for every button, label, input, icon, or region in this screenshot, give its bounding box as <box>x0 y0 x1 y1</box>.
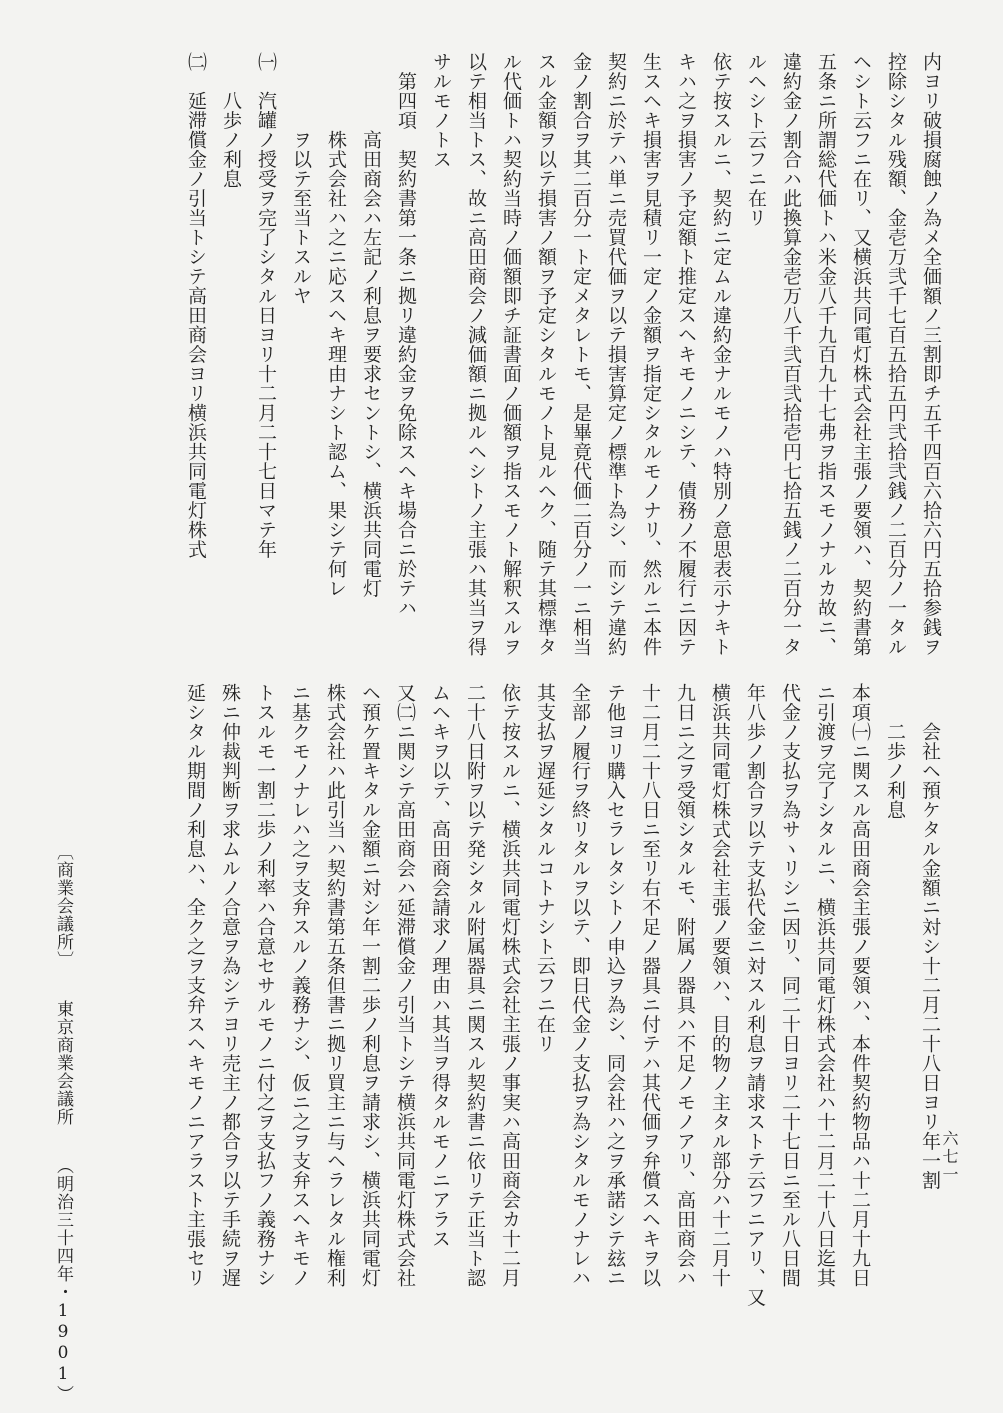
text-line: 代金ノ支払ヲ為サヽリシニ因リ、同二十日ヨリ二十七日ニ至ル八日間 <box>779 683 801 1288</box>
text-line: 契約ニ於テハ単ニ売買代価ヲ以テ損害算定ノ標準ト為シ、而シテ違約 <box>605 52 627 657</box>
page-number: 六七一 <box>940 1130 959 1184</box>
text-line: ㈡ 延滞償金ノ引当トシテ高田商会ヨリ横浜共同電灯株式 <box>185 52 207 559</box>
text-line: テ他ヨリ購入セラレタシトノ申込ヲ為シ、同会社ハ之ヲ承諾シテ玆ニ <box>604 683 626 1288</box>
text-line: 株式会社ハ此引当ハ契約書第五条但書ニ拠リ買主ニ与ヘラレタル権利 <box>324 683 346 1288</box>
text-line: 株式会社ハ之ニ応スヘキ理由ナシト認ム、果シテ何レ <box>325 52 347 598</box>
text-line: 全部ノ履行ヲ終リタルヲ以テ、即日代金ノ支払ヲ為シタルモノナレハ <box>569 683 591 1288</box>
text-line: 殊ニ仲裁判断ヲ求ムルノ合意ヲ為シテヨリ売主ノ都合ヲ以テ手続ヲ遅 <box>219 683 241 1288</box>
text-line: ムヘキヲ以テ、高田商会請求ノ理由ハ其当ヲ得タルモノニアラス <box>429 683 451 1249</box>
text-line: 横浜共同電灯株式会社主張ノ要領ハ、目的物ノ主タル部分ハ十二月十 <box>709 683 731 1288</box>
text-line: 違約金ノ割合ハ此換算金壱万八千弐百弐拾壱円七拾五銭ノ二百分一タ <box>780 52 802 657</box>
text-line: ル代価トハ契約当時ノ価額即チ証書面ノ価額ヲ指スモノト解釈スルヲ <box>500 52 522 657</box>
text-line: ニ引渡ヲ完了シタルニ、横浜共同電灯株式会社ハ十二月二十八日迄其 <box>814 683 836 1288</box>
text-line: 高田商会ハ左記ノ利息ヲ要求セントシ、横浜共同電灯 <box>360 52 382 598</box>
text-line: 二歩ノ利息 <box>884 683 906 820</box>
text-line: 五条ニ所謂総代価トハ米金八千九百九十七弗ヲ指スモノナルカ故ニ、 <box>815 52 837 657</box>
text-line: 依テ按スルニ、契約ニ定ムル違約金ナルモノハ特別ノ意思表示ナキト <box>710 52 732 657</box>
text-line: 会社ヘ預ケタル金額ニ対シ十二月二十八日ヨリ年一割 <box>919 683 941 1190</box>
text-line: 年八歩ノ割合ヲ以テ支払代金ニ対スル利息ヲ請求ストテ云フニアリ、又 <box>744 683 766 1307</box>
lower-text-block <box>42 683 947 1323</box>
text-line: 其支払ヲ遅延シタルコトナシト云フニ在リ <box>534 683 556 1054</box>
text-line: 内ヨリ破損腐蝕ノ為メ全価額ノ三割即チ五千四百六拾六円五拾参銭ヲ <box>920 52 942 657</box>
text-line: 十二月二十八日ニ至リ右不足ノ器具ニ付テハ其代価ヲ弁償スヘキヲ以 <box>639 683 661 1288</box>
text-line: キハ之ヲ損害ノ予定額ト推定スヘキモノニシテ、債務ノ不履行ニ因テ <box>675 52 697 657</box>
text-line: ㈠ 汽罐ノ授受ヲ完了シタル日ヨリ十二月二十七日マテ年 <box>255 52 277 559</box>
text-line: 九日ニ之ヲ受領シタルモ、附属ノ器具ハ不足ノモノアリ、高田商会ハ <box>674 683 696 1288</box>
source-footer <box>50 843 76 1413</box>
text-line: 八歩ノ利息 <box>220 52 242 189</box>
text-line: サルモノトス <box>430 52 452 169</box>
text-line: ヘ預ケ置キタル金額ニ対シ年一割二歩ノ利息ヲ請求シ、横浜共同電灯 <box>359 683 381 1288</box>
text-line: ヲ以テ至当トスルヤ <box>290 52 312 306</box>
text-line: スル金額ヲ以テ損害ノ額ヲ予定シタルモノト見ルヘク、随テ其標準タ <box>535 52 557 657</box>
text-line: 金ノ割合ヲ其二百分一ト定メタレトモ、是畢竟代価二百分ノ一ニ相当 <box>570 52 592 657</box>
text-line: ニ基クモノナレハ之ヲ支弁スルノ義務ナシ、仮ニ之ヲ支弁スヘキモノ <box>289 683 311 1288</box>
text-line: 以テ相当トス、故ニ高田商会ノ減価額ニ拠ルヘシトノ主張ハ其当ヲ得 <box>465 52 487 657</box>
text-line: 本項㈠ニ関スル高田商会主張ノ要領ハ、本件契約物品ハ十二月十九日 <box>849 683 871 1288</box>
footer-date: （明治三十四年・1901） <box>53 1157 73 1403</box>
footer-source: 〔商業会議所〕 <box>53 843 73 969</box>
text-line: 二十八日附ヲ以テ発シタル附属器具ニ関スル契約書ニ依リテ正当ト認 <box>464 683 486 1288</box>
text-line: 延シタル期間ノ利息ハ、全ク之ヲ支弁スヘキモノニアラスト主張セリ <box>184 683 206 1288</box>
text-line: 第四項 契約書第一条ニ拠リ違約金ヲ免除スヘキ場合ニ於テハ <box>395 52 417 618</box>
upper-text-block <box>43 52 948 672</box>
text-line: トスルモ一割二歩ノ利率ハ合意セサルモノニ付之ヲ支払フノ義務ナシ <box>254 683 276 1288</box>
footer-publisher: 東京商業会議所 <box>53 1000 73 1126</box>
text-line: 依テ按スルニ、横浜共同電灯株式会社主張ノ事実ハ高田商会カ十二月 <box>499 683 521 1288</box>
text-line: 控除シタル残額、金壱万弐千七百五拾五円弐拾弐銭ノ二百分ノ一タル <box>885 52 907 657</box>
text-line: 又㈡ニ関シテ高田商会ハ延滞償金ノ引当トシテ横浜共同電灯株式会社 <box>394 683 416 1288</box>
text-line: 生スヘキ損害ヲ見積リ一定ノ金額ヲ指定シタルモノナリ、然ルニ本件 <box>640 52 662 657</box>
text-line: ルヘシト云フニ在リ <box>745 52 767 228</box>
text-line: ヘシト云フニ在リ、又横浜共同電灯株式会社主張ノ要領ハ、契約書第 <box>850 52 872 657</box>
